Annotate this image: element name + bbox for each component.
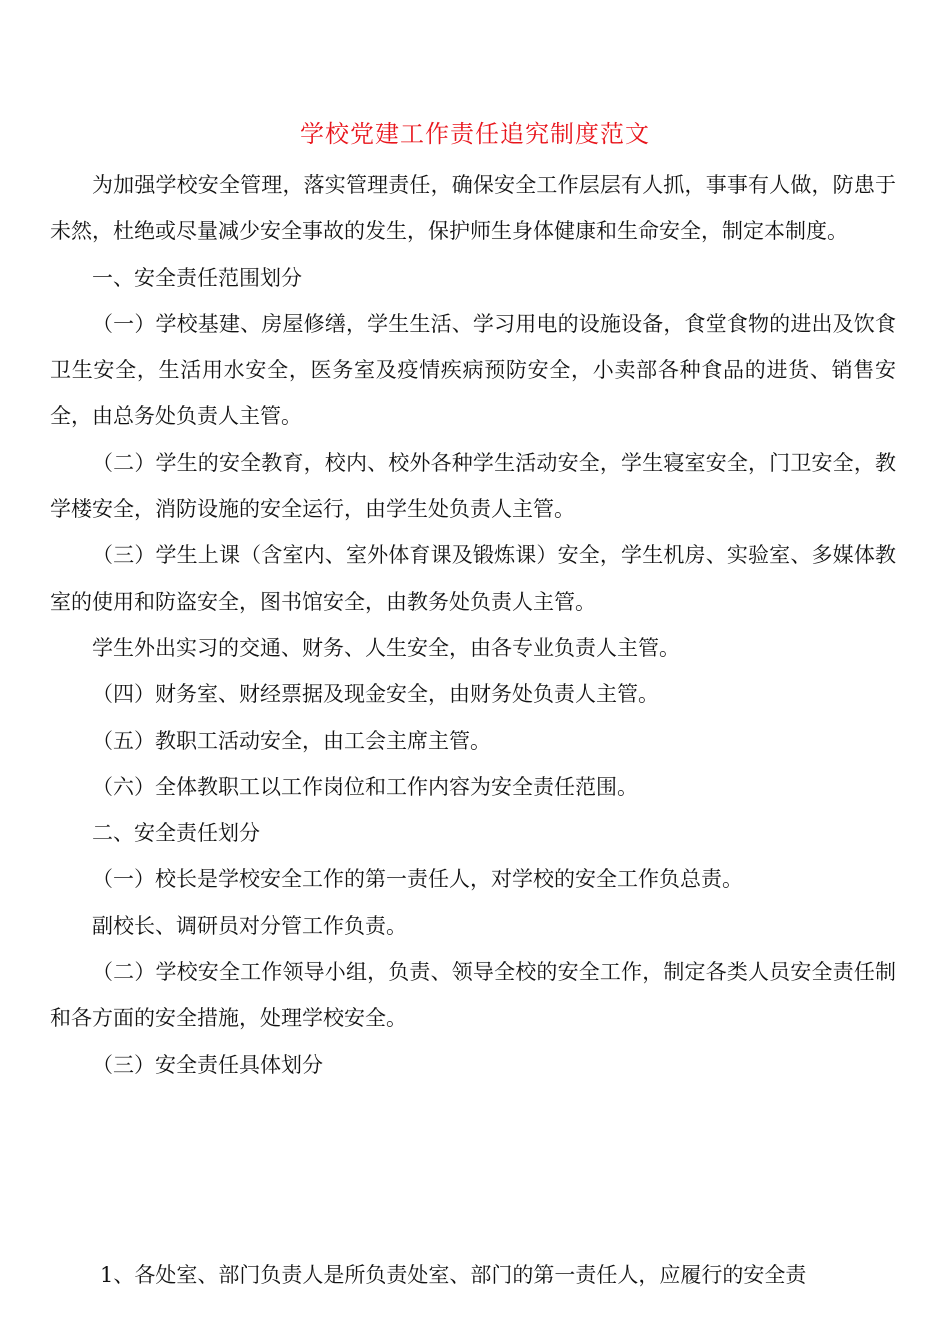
paragraph-item-4: （四）财务室、财经票据及现金安全，由财务处负责人主管。 [92, 682, 659, 707]
paragraph-internship: 学生外出实习的交通、财务、人生安全，由各专业负责人主管。 [92, 635, 680, 660]
paragraph-item-2: （二）学生的安全教育，校内、校外各种学生活动安全，学生寝室安全，门卫安全，教学楼安全，消防设施的安全运行，由学生处负责人主管。 [50, 450, 896, 522]
document-body [50, 162, 896, 1088]
paragraph-item-1: （一）学校基建、房屋修缮，学生生活、学习用电的设施设备，食堂食物的进出及饮食卫生安全，生活用水安全，医务室及疫情疾病预防安全，小卖部各种食品的进货、销售安全，由总务处负责人主管。 [50, 311, 896, 429]
paragraph-vice-principal: 副校长、调研员对分管工作负责。 [92, 913, 407, 938]
paragraph-item-6: （六）全体教职工以工作岗位和工作内容为安全责任范围。 [92, 774, 638, 799]
tail-paragraph: 1、各处室、部门负责人是所负责处室、部门的第一责任人，应履行的安全责 [100, 1263, 807, 1287]
intro-paragraph: 为加强学校安全管理，落实管理责任，确保安全工作层层有人抓，事事有人做，防患于未然，杜绝或尽量减少安全事故的发生，保护师生身体健康和生命安全，制定本制度。 [50, 173, 896, 244]
document-title: 学校党建工作责任追究制度范文 [300, 120, 650, 148]
paragraph-item-5: （五）教职工活动安全，由工会主席主管。 [92, 728, 491, 753]
paragraph-leadership-group: （二）学校安全工作领导小组，负责、领导全校的安全工作，制定各类人员安全责任制和各方面的安全措施，处理学校安全。 [50, 960, 896, 1031]
section-heading-1: 一、安全责任范围划分 [92, 265, 302, 290]
paragraph-responsibility-division: （三）安全责任具体划分 [92, 1052, 323, 1077]
paragraph-principal: （一）校长是学校安全工作的第一责任人，对学校的安全工作负总责。 [92, 867, 743, 892]
paragraph-item-3: （三）学生上课（含室内、室外体育课及锻炼课）安全，学生机房、实验室、多媒体教室的使用和防盗安全，图书馆安全，由教务处负责人主管。 [50, 543, 896, 614]
section-heading-2: 二、安全责任划分 [92, 821, 260, 846]
